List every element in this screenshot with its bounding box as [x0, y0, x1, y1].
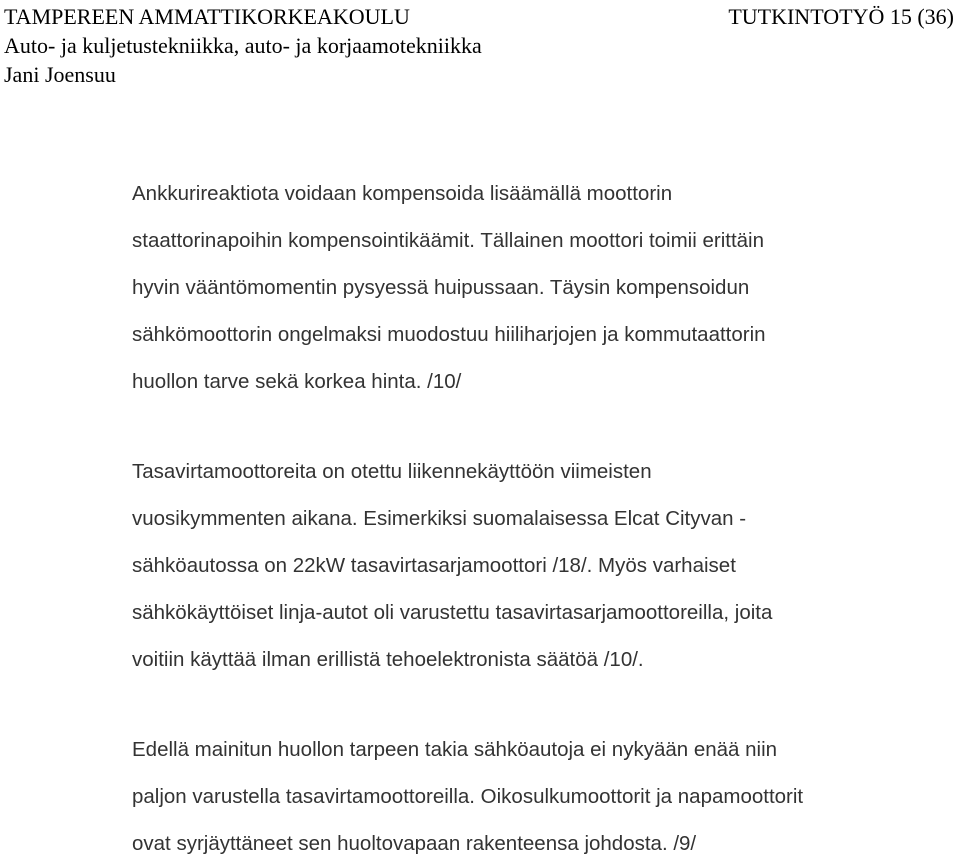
text-line: ovat syrjäyttäneet sen huoltovapaan rakenteensa johdosta. /9/ — [132, 832, 697, 855]
text-line: vuosikymmenten aikana. Esimerkiksi suomalaisessa Elcat Cityvan - — [132, 507, 747, 530]
text-line: sähkökäyttöiset linja-autot oli varustettu tasavirtasarjamoottoreilla, joita — [132, 601, 773, 624]
department-name: Auto- ja kuljetustekniikka, auto- ja korjaamotekniikka — [4, 33, 482, 58]
text-line: staattorinapoihin kompensointikäämit. Tällainen moottori toimii erittäin — [132, 229, 765, 252]
text-line: Tasavirtamoottoreita on otettu liikennekäyttöön viimeisten — [132, 460, 652, 483]
paragraph-anchor-reaction — [132, 170, 958, 405]
text-line: hyvin vääntömomentin pysyessä huipussaan. Täysin kompensoidun — [132, 276, 750, 299]
paragraph-spacer — [132, 405, 958, 448]
paragraph-dc-motors — [132, 448, 958, 683]
text-line: sähkömoottorin ongelmaksi muodostuu hiiliharjojen ja kommutaattorin — [132, 323, 766, 346]
paragraph-spacer — [132, 683, 958, 726]
text-line: Ankkurireaktiota voidaan kompensoida lisäämällä moottorin — [132, 182, 673, 205]
text-line: Edellä mainitun huollon tarpeen takia sähköautoja ei nykyään enää niin — [132, 738, 778, 761]
paragraph-maintenance — [132, 726, 958, 867]
document-info — [728, 2, 954, 31]
header-top-row — [4, 2, 954, 31]
text-line: huollon tarve sekä korkea hinta. /10/ — [132, 370, 462, 393]
text-line: paljon varustella tasavirtamoottoreilla. Oikosulkumoottorit ja napamoottorit — [132, 785, 804, 808]
page-number: 15 (36) — [889, 4, 954, 29]
body-text — [132, 170, 958, 867]
page-header — [4, 2, 954, 89]
document-type: TUTKINTOTYÖ — [728, 4, 885, 29]
institution-name: TAMPEREEN AMMATTIKORKEAKOULU — [4, 4, 410, 29]
author-name: Jani Joensuu — [4, 62, 116, 87]
text-line: sähköautossa on 22kW tasavirtasarjamoottori /18/. Myös varhaiset — [132, 554, 736, 577]
text-line: voitiin käyttää ilman erillistä tehoelektronista säätöä /10/. — [132, 648, 644, 671]
